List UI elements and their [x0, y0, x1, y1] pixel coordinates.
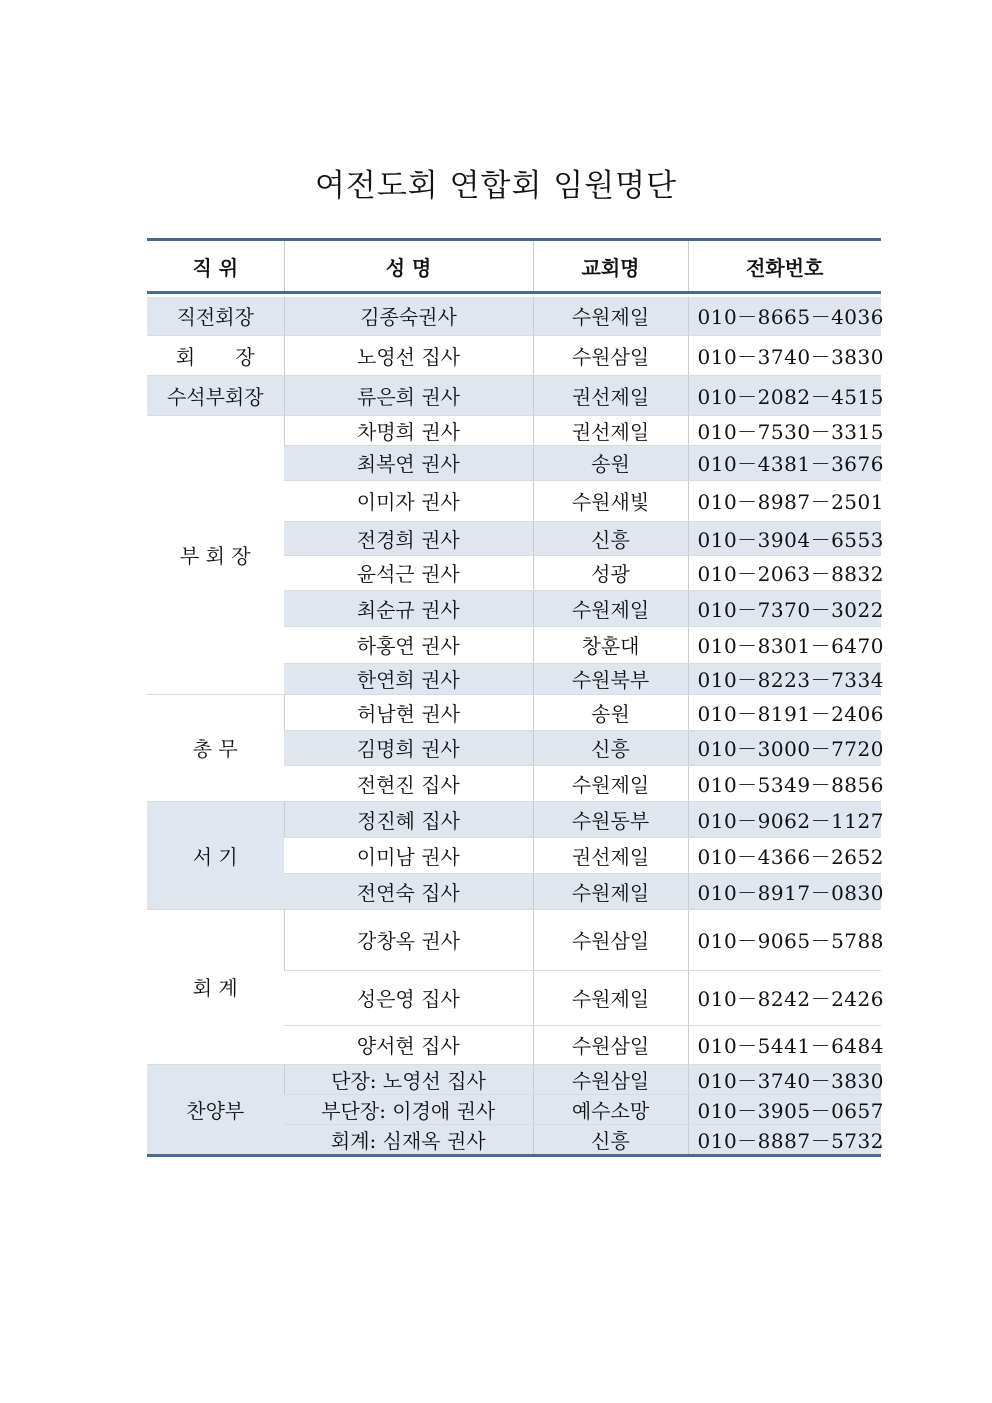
church-cell: 수원제일 — [533, 970, 688, 1025]
name-cell: 차명희 권사 — [284, 415, 533, 445]
name-cell: 이미남 권사 — [284, 837, 533, 873]
church-cell: 권선제일 — [533, 837, 688, 873]
name-cell: 전현진 집사 — [284, 765, 533, 801]
name-cell: 류은희 권사 — [284, 375, 533, 415]
name-cell: 강창옥 권사 — [284, 909, 533, 970]
church-cell: 성광 — [533, 555, 688, 590]
phone-cell: 010－8917－0830 — [688, 873, 881, 909]
name-cell: 단장: 노영선 집사 — [284, 1064, 533, 1094]
name-cell: 전연숙 집사 — [284, 873, 533, 909]
church-cell: 수원새빛 — [533, 480, 688, 521]
position-label: 직전회장 — [176, 305, 254, 330]
church-cell: 송원 — [533, 694, 688, 730]
position-label: 회 계 — [192, 976, 238, 1000]
phone-cell: 010－7530－3315 — [688, 415, 881, 445]
church-cell: 수원삼일 — [533, 1064, 688, 1094]
church-cell: 신흥 — [533, 730, 688, 765]
table-row — [147, 415, 881, 445]
position-label: 찬양부 — [186, 1098, 245, 1123]
name-cell: 노영선 집사 — [284, 335, 533, 375]
phone-cell: 010－8665－4036 — [688, 297, 881, 335]
name-cell: 정진혜 집사 — [284, 801, 533, 837]
name-cell: 전경희 권사 — [284, 521, 533, 555]
phone-cell: 010－8987－2501 — [688, 480, 881, 521]
name-cell: 김종숙권사 — [284, 297, 533, 335]
church-cell: 신흥 — [533, 1124, 688, 1155]
church-cell: 신흥 — [533, 521, 688, 555]
name-cell: 최복연 권사 — [284, 445, 533, 480]
position-cell — [147, 801, 284, 909]
phone-cell: 010－7370－3022 — [688, 590, 881, 626]
phone-cell: 010－9062－1127 — [688, 801, 881, 837]
phone-cell: 010－3000－7720 — [688, 730, 881, 765]
table-header-row — [147, 240, 881, 293]
position-cell — [147, 335, 284, 375]
phone-cell: 010－2063－8832 — [688, 555, 881, 590]
church-cell: 수원제일 — [533, 873, 688, 909]
phone-cell: 010－3905－0657 — [688, 1094, 881, 1124]
table-row — [147, 375, 881, 415]
phone-cell: 010－4381－3676 — [688, 445, 881, 480]
name-cell: 한연희 권사 — [284, 663, 533, 694]
header-name: 성 명 — [284, 240, 533, 293]
phone-cell: 010－3904－6553 — [688, 521, 881, 555]
position-label: 총 무 — [192, 737, 238, 761]
church-cell: 수원삼일 — [533, 335, 688, 375]
church-cell: 수원동부 — [533, 801, 688, 837]
position-cell — [147, 694, 284, 801]
name-cell: 양서현 집사 — [284, 1025, 533, 1064]
table-row — [147, 335, 881, 375]
position-cell — [147, 375, 284, 415]
phone-cell: 010－8301－6470 — [688, 626, 881, 663]
position-label: 부 회 장 — [179, 544, 251, 568]
church-cell: 송원 — [533, 445, 688, 480]
church-cell: 수원북부 — [533, 663, 688, 694]
church-cell: 수원제일 — [533, 297, 688, 335]
table-row — [147, 1064, 881, 1094]
name-cell: 회계: 심재옥 권사 — [284, 1124, 533, 1155]
position-cell — [147, 297, 284, 335]
position-cell — [147, 1064, 284, 1155]
church-cell: 수원삼일 — [533, 1025, 688, 1064]
table-row — [147, 694, 881, 730]
name-cell: 윤석근 권사 — [284, 555, 533, 590]
church-cell: 권선제일 — [533, 375, 688, 415]
page-title: 여전도회 연합회 임원명단 — [314, 168, 678, 204]
phone-cell: 010－8242－2426 — [688, 970, 881, 1025]
name-cell: 성은영 집사 — [284, 970, 533, 1025]
roster-body — [147, 297, 884, 1155]
position-label: 서 기 — [192, 844, 238, 869]
name-cell: 이미자 권사 — [284, 480, 533, 521]
name-cell: 허남현 권사 — [284, 694, 533, 730]
name-cell: 부단장: 이경애 권사 — [284, 1094, 533, 1124]
position-label: 수석부회장 — [166, 384, 264, 409]
name-cell: 최순규 권사 — [284, 590, 533, 626]
table-row — [147, 297, 881, 335]
table-row — [147, 801, 881, 837]
phone-cell: 010－4366－2652 — [688, 837, 881, 873]
position-label: 회 장 — [175, 344, 255, 369]
church-cell: 수원제일 — [533, 590, 688, 626]
position-cell — [147, 415, 284, 694]
table-row — [147, 909, 881, 970]
header-church: 교회명 — [533, 240, 688, 293]
church-cell: 수원삼일 — [533, 909, 688, 970]
phone-cell: 010－8887－5732 — [688, 1124, 881, 1155]
phone-cell: 010－9065－5788 — [688, 909, 881, 970]
church-cell: 수원제일 — [533, 765, 688, 801]
church-cell: 권선제일 — [533, 415, 688, 445]
phone-cell: 010－8191－2406 — [688, 694, 881, 730]
church-cell: 창훈대 — [533, 626, 688, 663]
phone-cell: 010－5349－8856 — [688, 765, 881, 801]
name-cell: 하홍연 권사 — [284, 626, 533, 663]
phone-cell: 010－8223－7334 — [688, 663, 881, 694]
header-phone: 전화번호 — [688, 240, 881, 293]
name-cell: 김명희 권사 — [284, 730, 533, 765]
phone-cell: 010－5441－6484 — [688, 1025, 881, 1064]
header-position: 직 위 — [147, 240, 284, 293]
officer-roster-table — [147, 238, 884, 1157]
position-cell — [147, 909, 284, 1064]
phone-cell: 010－2082－4515 — [688, 375, 881, 415]
phone-cell: 010－3740－3830 — [688, 1064, 881, 1094]
phone-cell: 010－3740－3830 — [688, 335, 881, 375]
church-cell: 예수소망 — [533, 1094, 688, 1124]
